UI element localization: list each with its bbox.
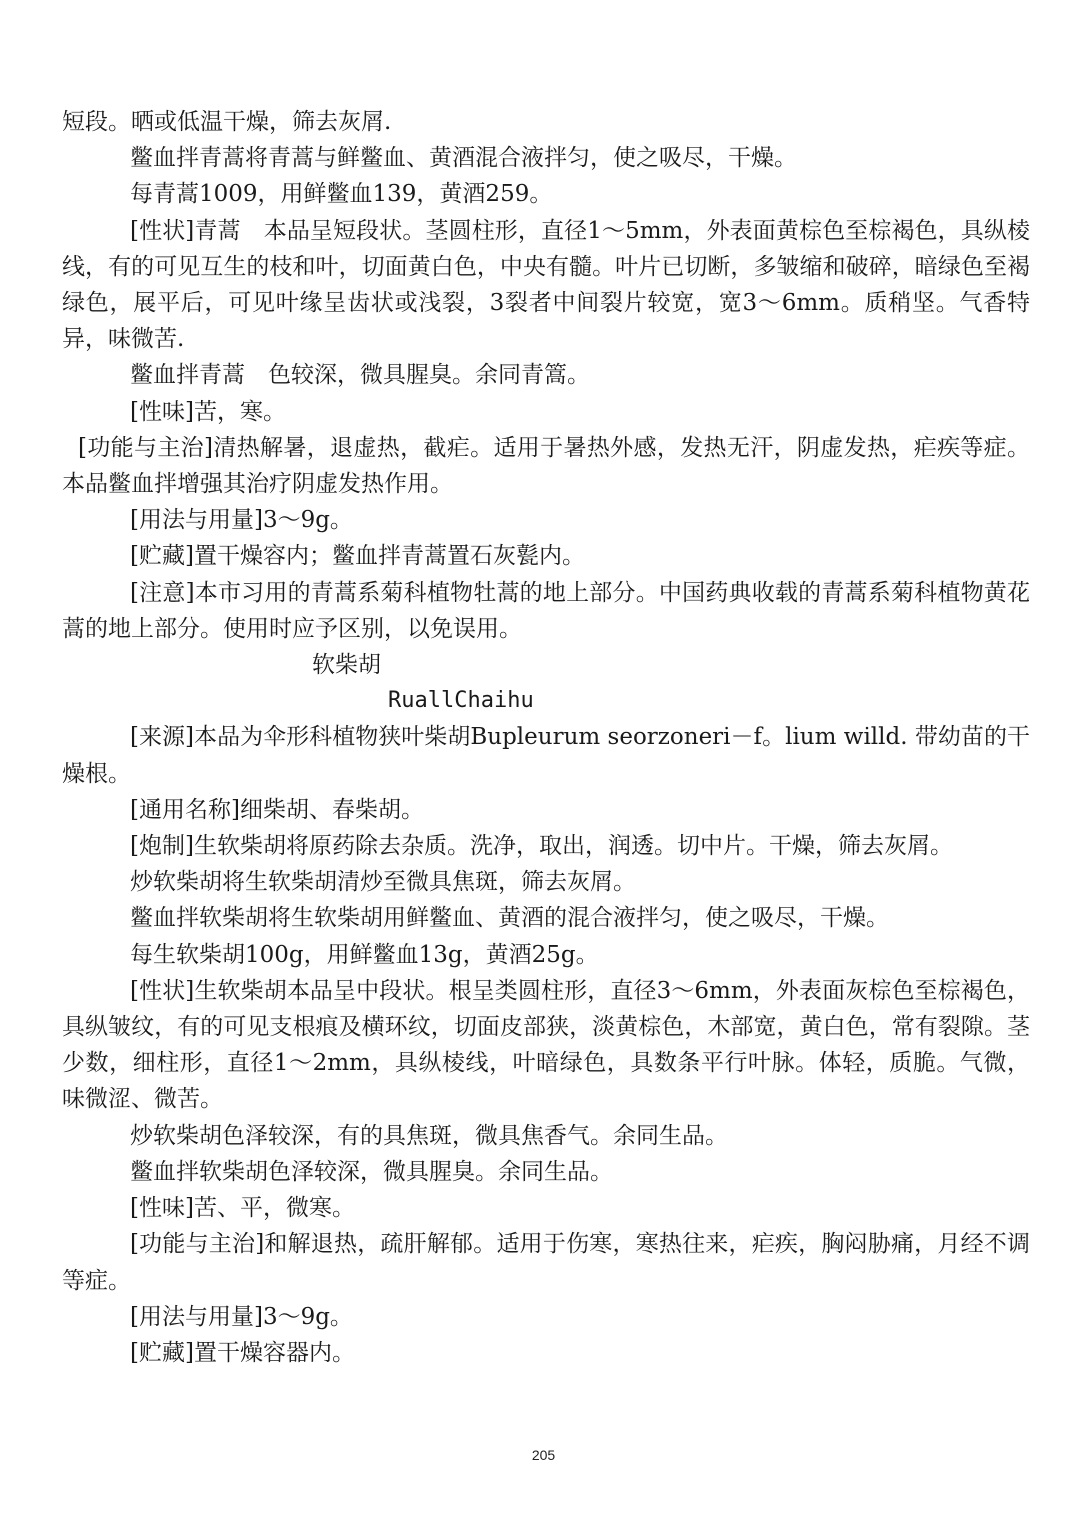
paragraph-chaihu-storage: [贮藏]置干燥容器内。 bbox=[130, 1339, 355, 1366]
paragraph-chaihu-common-name: [通用名称]细柴胡、春柴胡。 bbox=[130, 796, 424, 823]
paragraph-chaihu-dosage: [用法与用量]3～9g。 bbox=[130, 1303, 353, 1330]
paragraph-qinghao-storage: [贮藏]置干燥容内；鳖血拌青蒿置石灰甏内。 bbox=[130, 543, 585, 570]
paragraph-biejia-chaihu-properties: 鳖血拌软柴胡色泽较深，微具腥臭。余同生品。 bbox=[130, 1158, 613, 1185]
paragraph-chaihu-function: [功能与主治]和解退热，疏肝解郁。适用于伤寒，寒热往来，疟疾，胸闷胁痛，月经不调等症。 bbox=[62, 1231, 1030, 1294]
paragraph-qinghao-properties: [性状]青蒿 本品呈短段状。茎圆柱形，直径1～5mm，外表面黄棕色至棕褐色，具纵棱线，有的可见互生的枝和叶，切面黄白色，中央有髓。叶片已切断，多皱缩和破碎，暗绿色至褐绿色，展平后，可见叶缘呈齿状或浅裂，3裂者中间裂片较宽，宽3～6mm。质稍坚。气香特异，味微苦. bbox=[62, 217, 1030, 353]
paragraph-chaihu-ratio: 每生软柴胡100g，用鲜鳖血13g，黄酒25g。 bbox=[130, 941, 599, 968]
entry-title-pinyin: RuallChaihu bbox=[388, 688, 534, 714]
paragraph-qinghao-note: [注意]本市习用的青蒿系菊科植物牡蒿的地上部分。中国药典收载的青蒿系菊科植物黄花蒿的地上部分。使用时应予区别，以免误用。 bbox=[62, 579, 1030, 642]
entry-title-chinese: 软柴胡 bbox=[312, 652, 381, 679]
paragraph-chaihu-processing: [炮制]生软柴胡将原药除去杂质。洗净，取出，润透。切中片。干燥，筛去灰屑。 bbox=[130, 833, 953, 860]
paragraph-fried-chaihu: 炒软柴胡将生软柴胡清炒至微具焦斑，筛去灰屑。 bbox=[130, 869, 636, 896]
body-text bbox=[62, 104, 1030, 1371]
paragraph-biejia-qinghao-properties: 鳖血拌青蒿 色较深，微具腥臭。余同青篙。 bbox=[130, 362, 590, 389]
paragraph-biejia-qinghao-method: 鳖血拌青蒿将青蒿与鲜鳖血、黄酒混合液拌匀，使之吸尽，干燥。 bbox=[130, 145, 797, 172]
paragraph-qinghao-taste: [性味]苦，寒。 bbox=[130, 398, 286, 425]
page-number: 205 bbox=[531, 1447, 556, 1463]
paragraph-qinghao-ratio: 每青蒿1009，用鲜鳖血139，黄酒259。 bbox=[130, 181, 553, 208]
paragraph-qinghao-dosage: [用法与用量]3～9g。 bbox=[130, 507, 353, 534]
paragraph-chaihu-properties: [性状]生软柴胡本品呈中段状。根呈类圆柱形，直径3～6mm，外表面灰棕色至棕褐色，具纵皱纹，有的可见支根痕及横环纹，切面皮部狭，淡黄棕色，木部宽，黄白色，常有裂隙。茎少数，细柱形，直径1～2mm，具纵棱线，叶暗绿色，具数条平行叶脉。体轻，质脆。气微，味微涩、微苦。 bbox=[62, 977, 1030, 1113]
paragraph-continuation: 短段。晒或低温干燥，筛去灰屑. bbox=[62, 109, 392, 135]
paragraph-biejia-chaihu-method: 鳖血拌软柴胡将生软柴胡用鲜鳖血、黄酒的混合液拌匀，使之吸尽，干燥。 bbox=[130, 905, 889, 932]
paragraph-fried-chaihu-properties: 炒软柴胡色泽较深，有的具焦斑，微具焦香气。余同生品。 bbox=[130, 1122, 728, 1149]
paragraph-chaihu-source: [来源]本品为伞形科植物狭叶柴胡Bupleurum seorzoneri－f。lium willd. 带幼苗的干燥根。 bbox=[62, 724, 1030, 787]
paragraph-chaihu-taste: [性味]苦、平，微寒。 bbox=[130, 1195, 355, 1222]
paragraph-qinghao-function: [功能与主治]清热解暑，退虚热，截疟。适用于暑热外感，发热无汗，阴虚发热，疟疾等症。本品鳖血拌增强其治疗阴虚发热作用。 bbox=[62, 434, 1030, 498]
